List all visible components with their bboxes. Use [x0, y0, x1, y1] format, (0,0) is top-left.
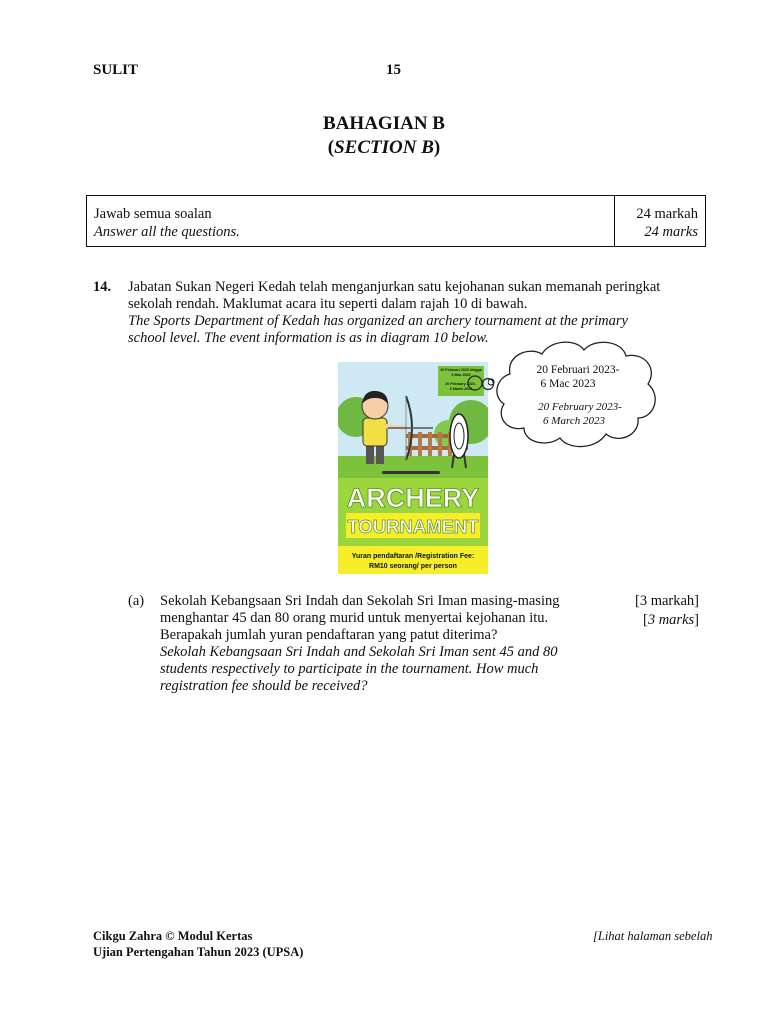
poster-title-archery: ARCHERY [346, 483, 480, 513]
callout-english-line-2: 6 March 2023 [543, 415, 605, 427]
part-a-malay-line-2: menghantar 45 dan 80 orang murid untuk menyertai kejohanan itu. [160, 610, 549, 626]
footer-line-1: Cikgu Zahra © Modul Kertas [93, 929, 253, 943]
header-sulit: SULIT [93, 62, 139, 78]
poster-date-line-3: 20 February 2023 - [445, 382, 477, 386]
callout-english-line-1: 20 February 2023- [538, 401, 622, 413]
callout-malay-line-2: 6 Mac 2023 [540, 378, 596, 390]
section-subtitle: (SECTION B) [327, 137, 441, 158]
part-a-english-line-2: students respectively to participate in the tournament. How much [160, 661, 539, 677]
footer-next-page: [Lihat halaman sebelah [593, 929, 713, 943]
question-malay-line-1: Jabatan Sukan Negeri Kedah telah menganjurkan satu kejohanan sukan memanah peringkat [128, 279, 661, 295]
question-malay-line-2: sekolah rendah. Maklumat acara itu seperti dalam rajah 10 di bawah. [128, 296, 528, 312]
part-a-malay-line-3: Berapakah jumlah yuran pendaftaran yang patut diterima? [160, 627, 498, 643]
poster-fee-line-2: RM10 seorang/ per person [369, 563, 457, 570]
instruction-english: Answer all the questions. [94, 224, 240, 240]
part-a-malay-line-1: Sekolah Kebangsaan Sri Indah dan Sekolah Sri Iman masing-masing [160, 593, 560, 609]
section-title: BAHAGIAN B [323, 113, 445, 134]
callout-cloud-shape [497, 342, 655, 446]
poster-date-line-4: 6 March 2023 [449, 387, 473, 391]
question-number: 14. [93, 279, 112, 295]
part-a-marks-malay: [3 markah] [634, 593, 699, 609]
instruction-divider [614, 196, 615, 246]
connector-bubble-1 [468, 376, 482, 390]
instruction-malay: Jawab semua soalan [94, 206, 212, 222]
question-english-line-2: school level. The event information is as in diagram 10 below. [128, 330, 489, 346]
connector-bubble-2 [483, 379, 494, 390]
poster-date-line-2: 6 Mac 2023 [451, 373, 471, 377]
part-a-english-line-3: registration fee should be received? [160, 678, 368, 694]
footer-line-2: Ujian Pertengahan Tahun 2023 (UPSA) [93, 945, 304, 959]
instruction-box [86, 195, 706, 247]
callout-malay-line-1: 20 Februari 2023- [536, 364, 620, 376]
poster-date-line-1: 20 Februari 2023 hingga [440, 368, 482, 372]
part-a-english-line-1: Sekolah Kebangsaan Sri Indah and Sekolah Sri Iman sent 45 and 80 [160, 644, 558, 660]
callout-connector-bubbles [466, 372, 496, 394]
part-a-label: (a) [128, 593, 145, 609]
question-english-line-1: The Sports Department of Kedah has organized an archery tournament at the primary [128, 313, 628, 329]
part-a-marks-english: [3 marks] [642, 612, 699, 628]
page-number: 15 [386, 62, 401, 78]
total-marks-english: 24 marks [644, 224, 698, 240]
total-marks-malay: 24 markah [636, 206, 698, 222]
poster-fee-line-1: Yuran pendaftaran /Registration Fee: [351, 553, 475, 560]
date-callout-cloud [488, 338, 660, 456]
poster-title-tournament: TOURNAMENT [347, 516, 479, 537]
arrow-rack [382, 471, 440, 474]
